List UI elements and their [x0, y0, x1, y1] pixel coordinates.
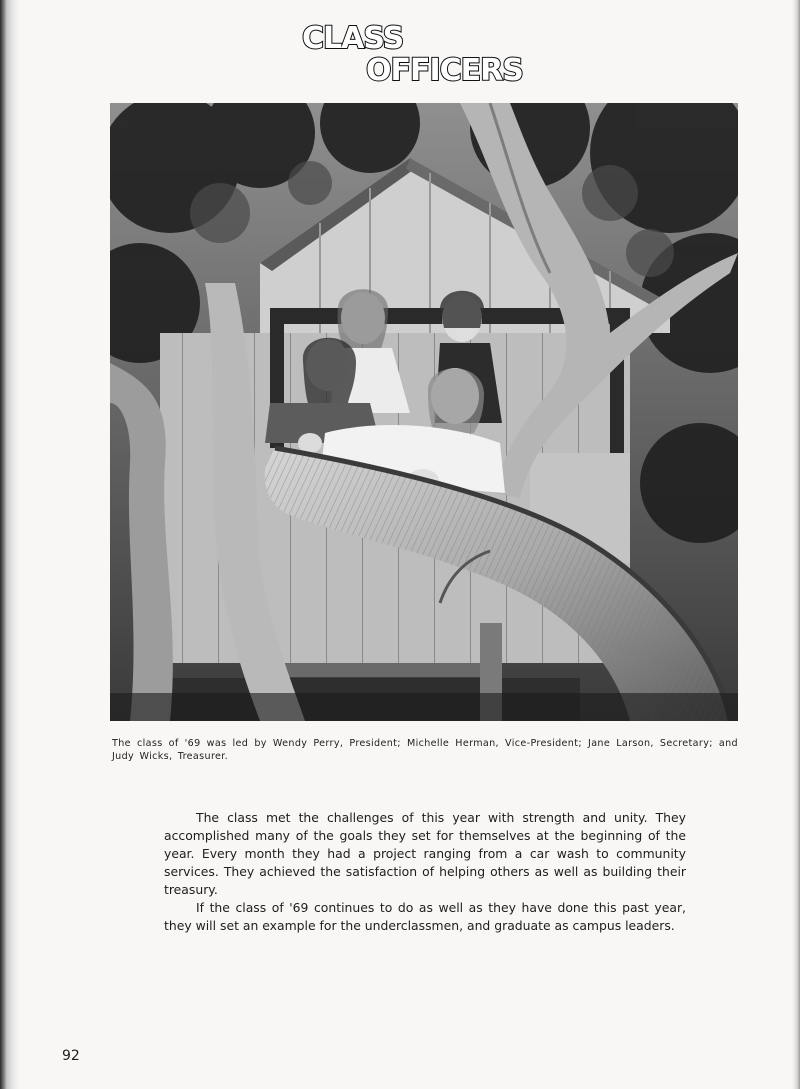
- body-text: [164, 809, 686, 935]
- page-title-line-1: CLASS: [302, 21, 404, 56]
- page-edge: [792, 0, 800, 1089]
- page-title-line-2: OFFICERS: [366, 53, 523, 88]
- page-number: 92: [62, 1048, 80, 1064]
- body-paragraph-2: If the class of '69 continues to do as well as they have done this past year, they will set an example for the underclassmen, and graduate as campus leaders.: [164, 900, 686, 933]
- class-officers-photo: [110, 103, 738, 721]
- page-binding: [0, 0, 20, 1089]
- body-paragraph-1: The class met the challenges of this year with strength and unity. They accomplished many of the goals they set for themselves at the beginning of the year. Every month they had a project ranging from a car wash to community services. They achieved the satisfaction of helping others as well as building their treasury.: [164, 810, 686, 897]
- photo-caption: The class of '69 was led by Wendy Perry, President; Michelle Herman, Vice-President; Jane Larson, Secretary; and Judy Wicks, Treasurer.: [112, 738, 738, 762]
- photo-illustration: [110, 103, 738, 721]
